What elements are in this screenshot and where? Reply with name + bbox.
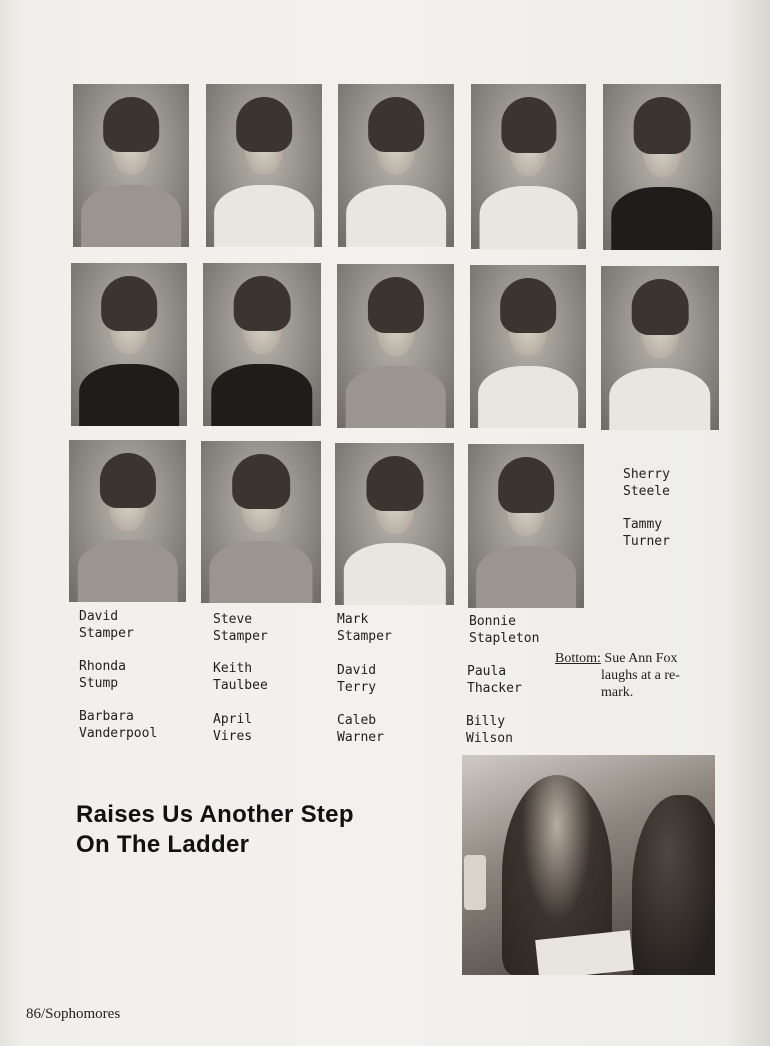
student-name: Mark Stamper xyxy=(337,612,392,644)
student-name: David Stamper xyxy=(79,609,134,641)
portrait-photo xyxy=(203,263,321,426)
student-name: Paula Thacker xyxy=(467,664,522,696)
student-name: Barbara Vanderpool xyxy=(79,709,158,741)
student-name: David Terry xyxy=(337,663,377,695)
portrait-photo xyxy=(337,264,454,428)
portrait-photo xyxy=(73,84,189,247)
student-name: Keith Taulbee xyxy=(213,661,268,693)
student-name: Billy Wilson xyxy=(466,714,513,746)
photo-caption xyxy=(555,650,730,701)
portrait-photo xyxy=(471,84,586,249)
headline-line: Raises Us Another Step xyxy=(76,801,354,828)
portrait-photo xyxy=(206,84,322,247)
candid-photo xyxy=(462,755,715,975)
student-name: Steve Stamper xyxy=(213,612,268,644)
student-name: Tammy Turner xyxy=(623,517,670,549)
student-name: Rhonda Stump xyxy=(79,659,126,691)
caption-label: Bottom: xyxy=(555,651,601,666)
portrait-photo xyxy=(338,84,454,247)
student-name: Caleb Warner xyxy=(337,713,384,745)
portrait-photo xyxy=(335,443,454,605)
portrait-photo xyxy=(71,263,187,426)
student-name: Sherry Steele xyxy=(623,467,670,499)
portrait-photo xyxy=(601,266,719,430)
student-name: April Vires xyxy=(213,712,253,744)
portrait-photo xyxy=(201,441,321,603)
portrait-photo xyxy=(468,444,584,608)
headline-line: On The Ladder xyxy=(76,831,250,858)
caption-text: Sue Ann Fox xyxy=(604,651,678,666)
caption-text: laughs at a re- xyxy=(601,668,680,683)
caption-text: mark. xyxy=(601,685,634,700)
page-headline xyxy=(76,800,354,860)
page-folio: 86/Sophomores xyxy=(26,1006,121,1022)
student-name: Bonnie Stapleton xyxy=(469,614,540,646)
portrait-photo xyxy=(603,84,721,250)
portrait-photo xyxy=(470,265,586,428)
portrait-photo xyxy=(69,440,186,602)
